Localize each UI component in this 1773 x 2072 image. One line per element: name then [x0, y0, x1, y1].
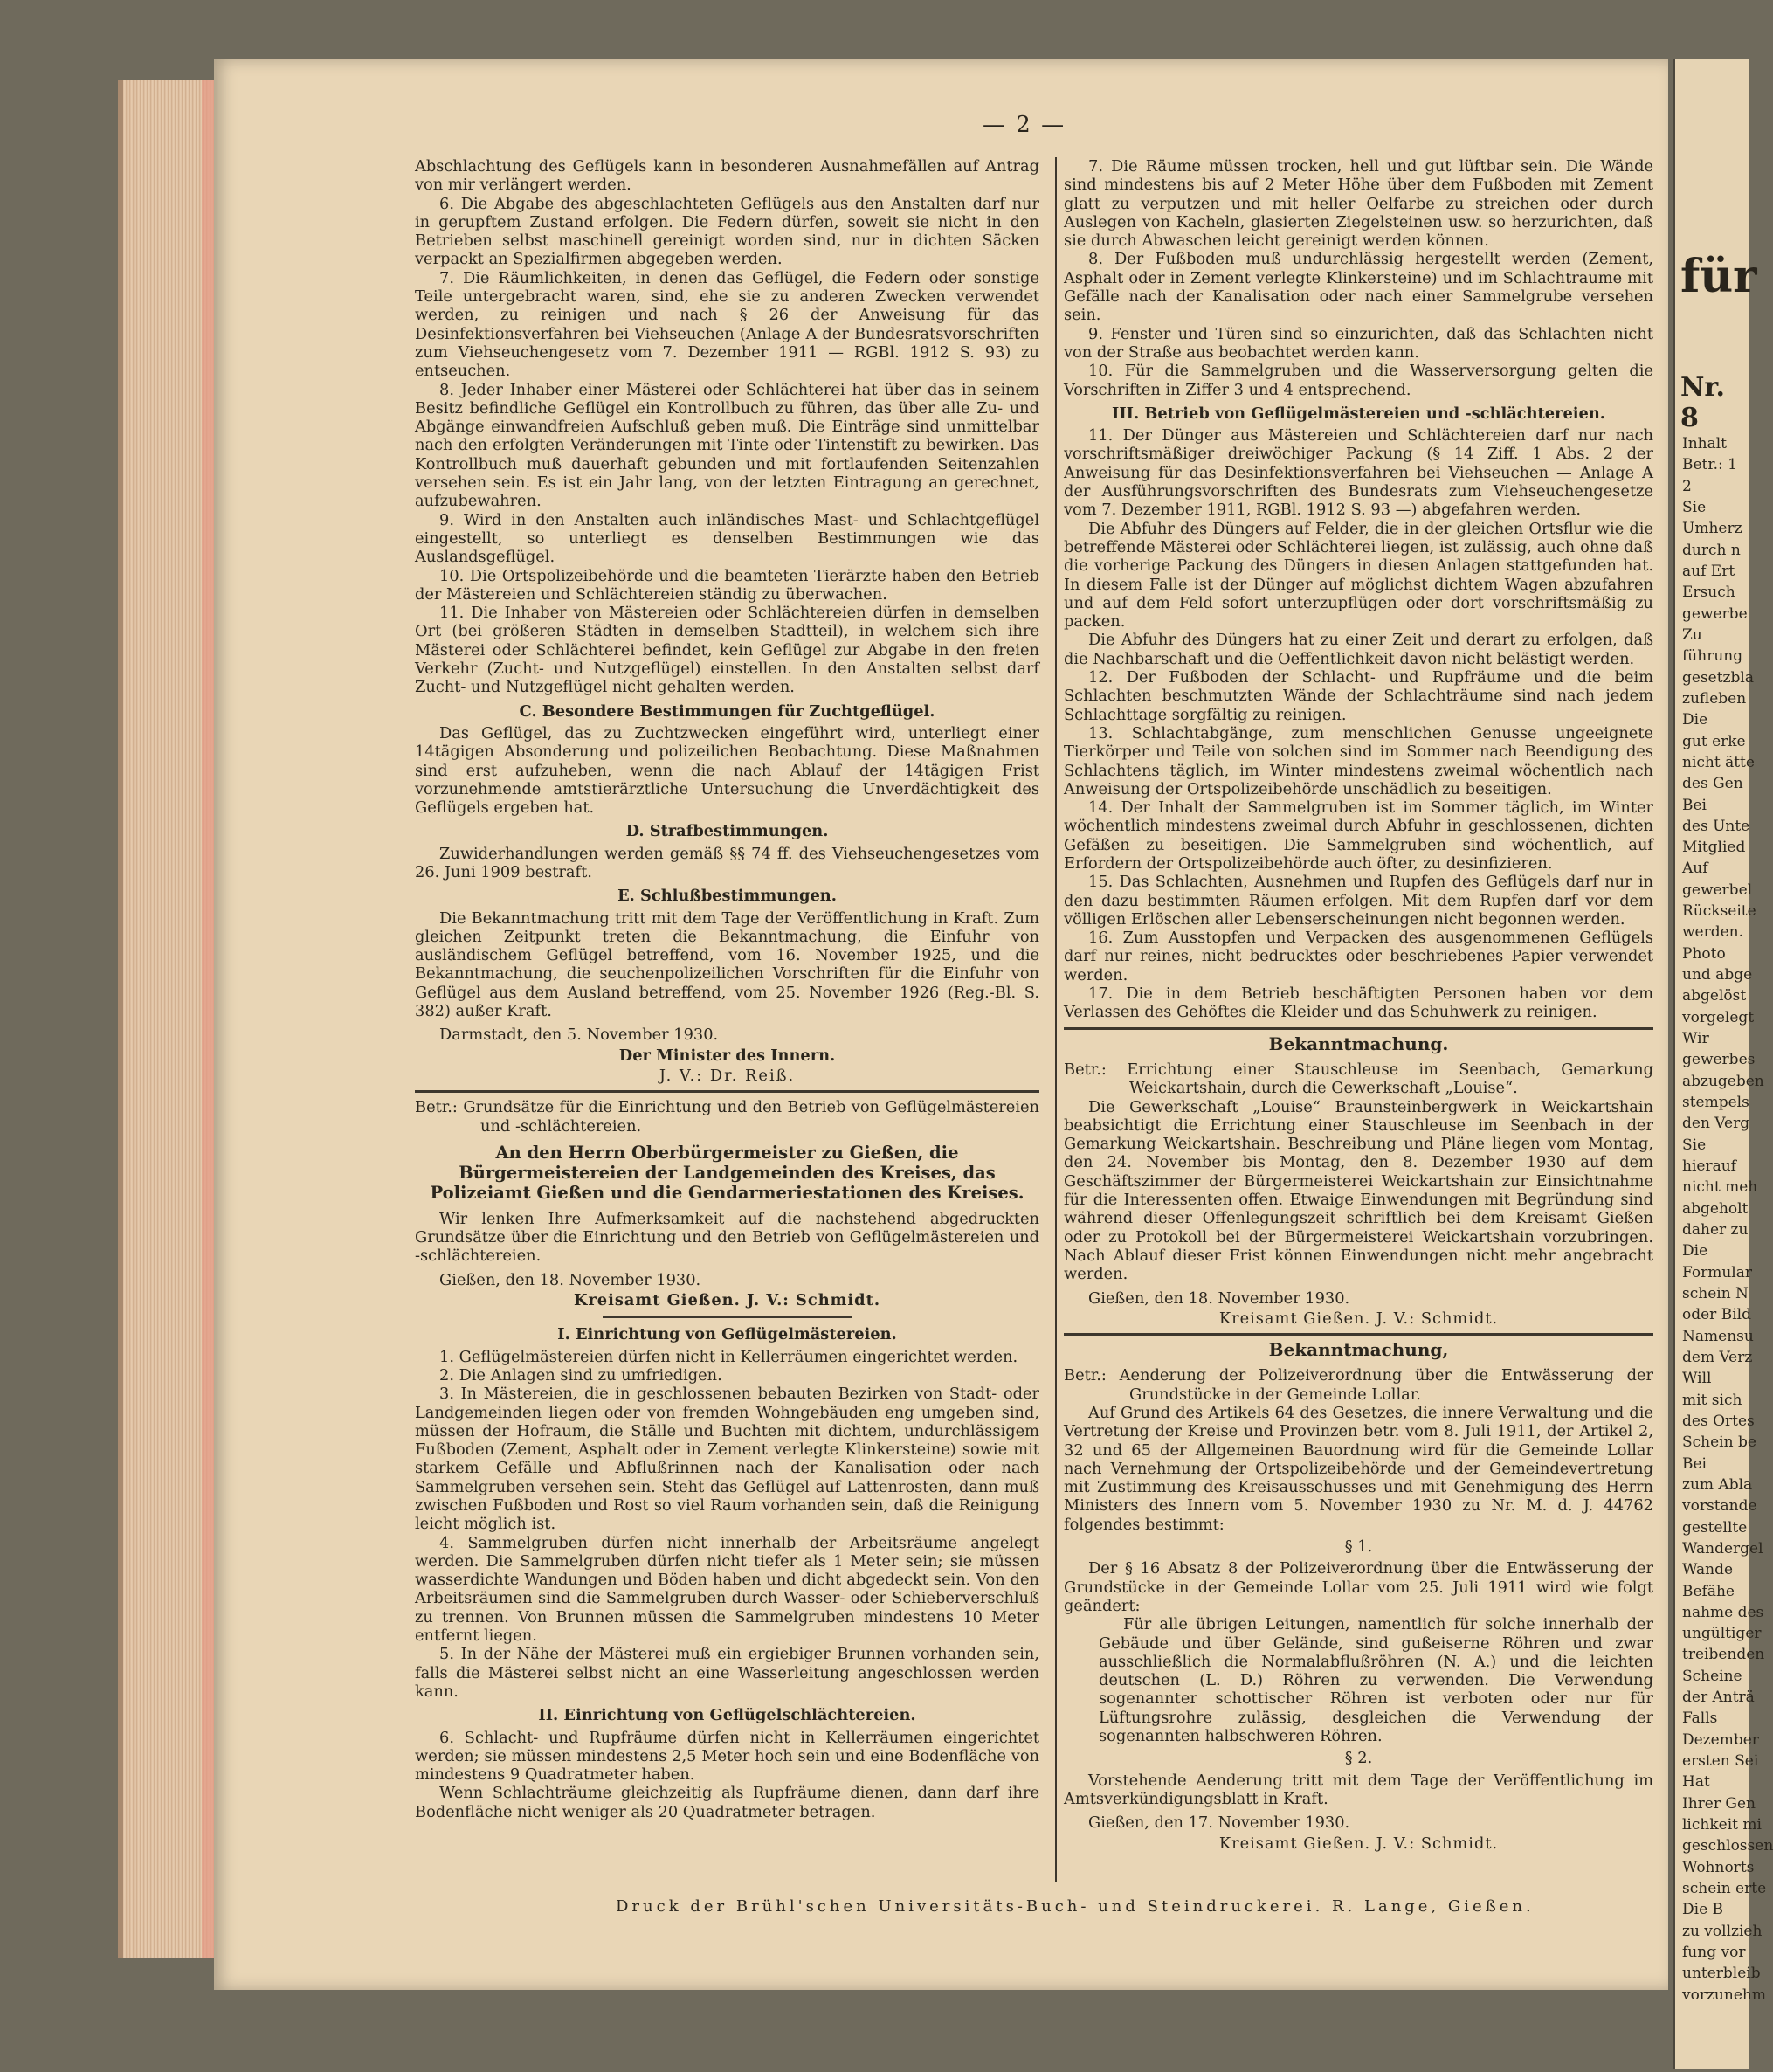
- next-page-line-fragment: Falls: [1682, 1709, 1718, 1728]
- next-page-line-fragment: Auf: [1682, 860, 1708, 878]
- next-page-line-fragment: Die: [1682, 711, 1708, 729]
- paragraph: Die Abfuhr des Düngers auf Felder, die in der gleichen Ortsflur wie die betreffende Mästerei oder Schlächterei liegen, ist zulässig, auch ohne daß die vorherige Packung des Düngers in diesen Anlagen stattgefunden hat. In diesem Falle ist der Dünger auf möglichst dichtem Wagen abzufahren und auf dem Feld sofort unterzupflügen oder dort vorschriftsmäßig zu packen.: [1064, 519, 1653, 632]
- next-page-line-fragment: und abge: [1682, 966, 1753, 984]
- next-page-line-fragment: fung vor: [1682, 1944, 1746, 1962]
- subject-line: Betr.: Errichtung einer Stauschleuse im Seenbach, Gemarkung Weickartshain, durch die Gewerkschaft „Louise“.: [1064, 1060, 1653, 1098]
- paragraph: Die Bekanntmachung tritt mit dem Tage der Veröffentlichung in Kraft. Zum gleichen Zeitpunkt treten die Bekanntmachung, die Einfuhr von ausländischem Geflügel betreffend, vom 16. November 1925, und die Bekanntmachung, die seuchenpolizeilichen Vorschriften für die Einfuhr von Geflügel aus dem Ausland betreffend, vom 25. November 1926 (Reg.-Bl. S. 382) außer Kraft.: [415, 908, 1039, 1021]
- next-page-line-fragment: zum Abla: [1682, 1475, 1753, 1494]
- paragraph: Abschlachtung des Geflügels kann in besonderen Ausnahmefällen auf Antrag von mir verlängert werden.: [415, 157, 1039, 195]
- next-page-line-fragment: daher zu: [1682, 1221, 1749, 1239]
- next-page-title-fragment: für: [1680, 250, 1757, 303]
- paragraph: 11. Die Inhaber von Mästereien oder Schlächtereien dürfen in demselben Ort (bei größeren Städten in demselben Stadtteil), in welchem sich ihre Mästerei oder Schlächterei befindet, kein Geflügel zur Abgabe in den freien Verkehr (Zucht- und Nutzgeflügel) einstellen. In den Anstalten selbst darf Zucht- und Nutzgeflügel nicht gehalten werden.: [415, 604, 1039, 697]
- next-page-line-fragment: nicht ätte: [1682, 753, 1755, 771]
- next-page-line-fragment: Dezember: [1682, 1730, 1759, 1749]
- paragraph: 9. Fenster und Türen sind so einzurichten, daß das Schlachten nicht von der Straße aus beobachtet werden kann.: [1064, 324, 1653, 362]
- next-page-line-fragment: durch n: [1682, 541, 1741, 559]
- paragraph: 6. Schlacht- und Rupfräume dürfen nicht in Kellerräumen eingerichtet werden; sie müssen mindestens 2,5 Meter hoch sein und eine Bodenfläche von mindestens 9 Quadratmeter haben.: [415, 1728, 1039, 1785]
- next-page-line-fragment: Mitglied: [1682, 839, 1746, 857]
- next-page-line-fragment: gesetzbla: [1682, 668, 1754, 687]
- signature: Kreisamt Gießen. J. V.: Schmidt.: [1218, 1309, 1499, 1328]
- next-page-line-fragment: der Anträ: [1682, 1689, 1755, 1707]
- next-page-line-fragment: des Ortes: [1682, 1412, 1755, 1430]
- paragraph: Vorstehende Aenderung tritt mit dem Tage der Veröffentlichung im Amtsverkündigungsblatt in Kraft.: [1064, 1771, 1653, 1808]
- printer-imprint: Druck der Brühl'schen Universitäts-Buch- und Steindruckerei. R. Lange, Gießen.: [616, 1897, 1535, 1916]
- next-page-line-fragment: Sie: [1682, 1136, 1707, 1154]
- next-page-line-fragment: schein erte: [1682, 1880, 1767, 1898]
- next-page-line-fragment: abgelöst: [1682, 987, 1747, 1005]
- next-page-line-fragment: abzugeben: [1682, 1072, 1764, 1090]
- next-page-line-fragment: mit sich: [1682, 1391, 1742, 1409]
- next-page-line-fragment: nicht meh: [1682, 1178, 1758, 1197]
- next-page-line-fragment: Sie: [1682, 498, 1707, 516]
- next-page-line-fragment: Wande: [1682, 1561, 1734, 1579]
- paragraph: Wenn Schlachträume gleichzeitig als Rupfräume dienen, dann darf ihre Bodenfläche nicht weniger als 20 Quadratmeter betragen.: [415, 1784, 1039, 1821]
- section-heading: D. Strafbestimmungen.: [625, 822, 829, 841]
- column-divider: [1055, 157, 1057, 1882]
- next-page-line-fragment: gut erke: [1682, 732, 1746, 750]
- next-page-line-fragment: Schein be: [1682, 1433, 1756, 1452]
- paragraph: Die Gewerkschaft „Louise“ Braunsteinbergwerk in Weickartshain beabsichtigt die Errichtung einer Stauschleuse im Seenbach in der Gemarkung Weickartshain. Beschreibung und Pläne liegen vom Montag, den 24. November bis Montag, den 8. Dezember 1930 auf dem Geschäftszimmer der Bürgermeisterei Weickartshain zur Einsichtnahme für die Interessenten offen. Etwaige Einwendungen mit Begründung sind während dieser Offenlegungszeit schriftlich bei dem Kreisamt Gießen oder zu Protokoll bei der Bürgermeisterei Weickartshain vorzubringen. Nach Ablauf dieser Frist können Einwendungen nicht mehr angebracht werden.: [1064, 1097, 1653, 1284]
- paragraph: 10. Die Ortspolizeibehörde und die beamteten Tierärzte haben den Betrieb der Mästereien und Schlächtereien ständig zu überwachen.: [415, 566, 1039, 604]
- next-page-line-fragment: Wandergel: [1682, 1539, 1763, 1557]
- next-page-line-fragment: vorgelegt: [1682, 1008, 1755, 1026]
- paragraph: 10. Für die Sammelgruben und die Wasserversorgung gelten die Vorschriften in Ziffer 3 und 4 entsprechend.: [1064, 362, 1653, 399]
- section-heading: E. Schlußbestimmungen.: [617, 887, 837, 906]
- paragraph: 16. Zum Ausstopfen und Verpacken des ausgenommenen Geflügels darf nur reines, nicht bedrucktes oder beschriebenes Papier verwendet werden.: [1064, 929, 1653, 984]
- next-page-line-fragment: geschlossen: [1682, 1837, 1773, 1855]
- paragraph: 2. Die Anlagen sind zu umfriedigen.: [439, 1365, 722, 1385]
- next-page-line-fragment: gewerbes: [1682, 1051, 1756, 1069]
- paragraph: 14. Der Inhalt der Sammelgruben ist im Sommer täglich, im Winter wöchentlich mindestens zweimal durch Abfuhr in geschlossenen, dichten Gefäßen zu beseitigen. Die Sammelgruben sind wöchentlich, auf Erfordern der Ortspolizeibehörde auch öfter, zu desinfizieren.: [1064, 798, 1653, 873]
- next-page-line-fragment: werden.: [1682, 923, 1744, 942]
- place-date: Gießen, den 17. November 1930.: [1088, 1813, 1350, 1833]
- next-page-line-fragment: lichkeit mi: [1682, 1816, 1762, 1834]
- paragraph: 4. Sammelgruben dürfen nicht innerhalb der Arbeitsräume angelegt werden. Die Sammelgruben dürfen nicht tiefer als 1 Meter sein; sie müssen wasserdichte Wandungen und Böden haben und dicht abgedeckt sein. Von den Arbeitsräumen sind die Sammelgruben durch Wasser- oder Schieberverschluß zu trennen. Von Brunnen müssen die Sammelgruben mindestens 10 Meter entfernt liegen.: [415, 1533, 1039, 1646]
- next-page-line-fragment: stempels: [1682, 1094, 1749, 1112]
- next-page-line-fragment: Wohnorts: [1682, 1858, 1755, 1876]
- quoted-paragraph: Für alle übrigen Leitungen, namentlich für solche innerhalb der Gebäude und über Gelände, sind gußeiserne Röhren und zwar ausschließlich die Normalabflußröhren (N. A.) und die leichten deutschen (L. D.) Röhren zu verwenden. Die Verwendung sogenannter schottischer Röhren ist verboten oder nur für Lüftungsrohre zulässig, desgleichen die Verwendung der sogenannten halbschweren Röhren.: [1099, 1615, 1653, 1746]
- paragraph: 7. Die Räumlichkeiten, in denen das Geflügel, die Federn oder sonstige Teile untergebracht waren, sind, ehe sie zu anderen Zwecken verwendet werden, zu reinigen und nach § 26 der Anweisung für das Desinfektionsverfahren bei Viehseuchen (Anlage A der Bundesratsvorschriften zum Viehseuchengesetz vom 7. Dezember 1911 — RGBl. 1912 S. 93) zu entseuchen.: [415, 268, 1039, 381]
- paragraph: 8. Der Fußboden muß undurchlässig hergestellt werden (Zement, Asphalt oder in Zement verlegte Klinkersteine) und im Schlachtraume mit Gefälle nach der Kanalisation oder nach einer Sammelgrube versehen sein.: [1064, 250, 1653, 325]
- next-page-line-fragment: vorstande: [1682, 1497, 1757, 1516]
- next-page-line-fragment: den Verg: [1682, 1115, 1750, 1133]
- notice-heading: Bekanntmachung,: [1268, 1339, 1449, 1361]
- signature: Kreisamt Gießen. J. V.: Schmidt.: [1218, 1834, 1499, 1853]
- next-page-line-fragment: Hat: [1682, 1773, 1710, 1792]
- section-heading: I. Einrichtung von Geflügelmästereien.: [557, 1325, 897, 1344]
- paragraph: 12. Der Fußboden der Schlacht- und Rupfräume und die beim Schlachten beschmutzten Wände der Schlachträume sind nach jedem Schlachttage sorgfältig zu reinigen.: [1064, 668, 1653, 724]
- next-page-line-fragment: Ersuch: [1682, 584, 1735, 602]
- next-page-line-fragment: auf Ert: [1682, 562, 1735, 580]
- next-page-line-fragment: Ihrer Gen: [1682, 1794, 1756, 1813]
- next-page-line-fragment: Photo: [1682, 944, 1726, 963]
- next-page-line-fragment: vorzunehm: [1682, 1986, 1766, 2004]
- page-number: — 2 —: [983, 112, 1066, 138]
- next-page-line-fragment: Namensu: [1682, 1327, 1754, 1345]
- next-page-line-fragment: treibenden: [1682, 1646, 1765, 1664]
- next-page-line-fragment: nahme des: [1682, 1603, 1764, 1621]
- short-rule: [603, 1316, 852, 1318]
- paragraph: 7. Die Räume müssen trocken, hell und gut lüftbar sein. Die Wände sind mindestens bis auf 2 Meter Höhe über dem Fußboden mit Zement glatt zu verputzen und mit heller Oelfarbe zu streichen oder durch Auslegen von Kacheln, glasierten Ziegelsteinen usw. so herzurichten, daß sie durch Abwaschen leicht gereinigt werden können.: [1064, 157, 1653, 251]
- place-date: Gießen, den 18. November 1930.: [1088, 1288, 1350, 1308]
- paragraph: 17. Die in dem Betrieb beschäftigten Personen haben vor dem Verlassen des Gehöftes die Kleider und das Schuhwerk zu reinigen.: [1064, 984, 1653, 1022]
- section-rule: [1064, 1027, 1653, 1030]
- paragraph: Wir lenken Ihre Aufmerksamkeit auf die nachstehend abgedruckten Grundsätze über die Einrichtung und den Betrieb von Geflügelmästereien und -schlächtereien.: [415, 1209, 1039, 1266]
- next-page-line-fragment: des Unte: [1682, 817, 1750, 835]
- paragraph: 5. In der Nähe der Mästerei muß ein ergiebiger Brunnen vorhanden sein, falls die Mästerei selbst nicht an eine Wasserleitung angeschlossen werden kann.: [415, 1645, 1039, 1701]
- section-heading: II. Einrichtung von Geflügelschlächtereien.: [538, 1706, 916, 1725]
- paragraph: 15. Das Schlachten, Ausnehmen und Rupfen des Geflügels darf nur in den dazu bestimmten Räumen erfolgen. Mit dem Rupfen darf vor dem völligen Erlöschen aller Lebenserscheinungen nicht begonnen werden.: [1064, 873, 1653, 929]
- next-page-line-fragment: ungültiger: [1682, 1625, 1762, 1643]
- place-date: Gießen, den 18. November 1930.: [439, 1270, 701, 1289]
- next-page-line-fragment: Betr.: 1: [1682, 456, 1737, 474]
- notice-heading: Bekanntmachung.: [1268, 1033, 1449, 1054]
- place-date: Darmstadt, den 5. November 1930.: [439, 1026, 719, 1045]
- paragraph: Auf Grund des Artikels 64 des Gesetzes, die innere Verwaltung und die Vertretung der Kreise und Provinzen betr. vom 8. Juli 1911, der Artikel 2, 32 und 65 der Allgemeinen Bauordnung wird für die Gemeinde Lollar nach Vernehmung der Ortspolizeibehörde und der Gemeindevertretung mit Zustimmung des Kreisausschusses und mit Genehmigung des Herrn Ministers des Innern vom 5. November 1930 zu Nr. M. d. J. 44762 folgendes bestimmt:: [1064, 1404, 1653, 1534]
- next-page-line-fragment: Scheine: [1682, 1667, 1742, 1685]
- paragraph: 13. Schlachtabgänge, zum menschlichen Genusse ungeeignete Tierkörper und Teile von solchen sind im Sommer nach Beendigung des Schlachtens täglich, im Winter mindestens zweimal wöchentlich nach Anweisung der Ortspolizeibehörde unschädlich zu beseitigen.: [1064, 723, 1653, 798]
- address-heading: An den Herrn Oberbürgermeister zu Gießen, die Bürgermeistereien der Landgemeinden des Kreises, das Polizeiamt Gießen und die Gendarmeriestationen des Kreises.: [430, 1142, 1024, 1203]
- next-page-line-fragment: Formular: [1682, 1263, 1752, 1281]
- next-page-line-fragment: dem Verz: [1682, 1348, 1753, 1366]
- next-page-line-fragment: abgeholt: [1682, 1199, 1749, 1218]
- paragraph: 11. Der Dünger aus Mästereien und Schlächtereien darf nur nach vorschriftsmäßiger dreiwöchiger Packung (§ 14 Ziff. 1 Abs. 2 der Anweisung für das Desinfektionsverfahren bei Viehseuchen — Anlage A der Ausführungsvorschriften des Bundesrats zum Viehseuchengesetze vom 7. Dezember 1911, RGBl. 1912 S. 93 —) abgefahren werden.: [1064, 426, 1653, 520]
- subject-line: Betr.: Grundsätze für die Einrichtung und den Betrieb von Geflügelmästereien und -schlächtereien.: [415, 1098, 1039, 1136]
- subject-line: Betr.: Aenderung der Polizeiverordnung über die Entwässerung der Grundstücke in der Gemeinde Lollar.: [1064, 1366, 1653, 1404]
- signature: J. V.: Dr. Reiß.: [659, 1066, 796, 1085]
- next-page-line-fragment: Rückseite: [1682, 902, 1756, 921]
- next-page-line-fragment: Will: [1682, 1370, 1712, 1388]
- next-page-line-fragment: oder Bild: [1682, 1306, 1751, 1324]
- paragraph: 3. In Mästereien, die in geschlossenen bebauten Bezirken von Stadt- oder Landgemeinden liegen oder von fremden Wohngebäuden eng umgeben sind, müssen der Hofraum, die Ställe und Buchten mit dichtem, undurchlässigem Fußboden (Zement, Asphalt oder in Zement verlegte Klinkersteine) sowie mit starkem Gefälle und Abflußrinnen nach der Kanalisation oder nach Sammelgruben versehen sein. Steht das Geflügel auf Lattenrosten, dann muß zwischen Fußboden und Rost so viel Raum vorhanden sein, daß die Reinigung leicht möglich ist.: [415, 1385, 1039, 1534]
- paragraph: Die Abfuhr des Düngers hat zu einer Zeit und derart zu erfolgen, daß die Nachbarschaft und die Oeffentlichkeit davon nicht belästigt werden.: [1064, 631, 1653, 668]
- paragraph: Der § 16 Absatz 8 der Polizeiverordnung über die Entwässerung der Grundstücke in der Gemeinde Lollar vom 25. Juli 1911 wird wie folgt geändert:: [1064, 1559, 1653, 1615]
- section-rule: [1064, 1333, 1653, 1336]
- paragraph: 6. Die Abgabe des abgeschlachteten Geflügels aus den Anstalten darf nur in gerupftem Zustand erfolgen. Die Federn dürfen, soweit sie nicht in den Betrieben selbst maschinell gereinigt worden sind, nur in dichten Säcken verpackt an Spezialfirmen abgegeben werden.: [415, 194, 1039, 269]
- paragraph-number: § 1.: [1344, 1537, 1373, 1557]
- next-page-line-fragment: gewerbe: [1682, 604, 1748, 623]
- left-column: [415, 157, 1039, 1821]
- next-page-line-fragment: unterbleib: [1682, 1965, 1761, 1983]
- next-page-line-fragment: schein N: [1682, 1284, 1749, 1302]
- next-page-line-fragment: Bei: [1682, 1454, 1707, 1473]
- next-page-line-fragment: Zu: [1682, 625, 1702, 644]
- next-page-edge: [1673, 59, 1773, 2069]
- section-rule: [415, 1090, 1039, 1093]
- next-page-line-fragment: Die: [1682, 1242, 1708, 1260]
- next-page-line-fragment: 2: [1682, 477, 1692, 495]
- right-column: [1064, 157, 1653, 1854]
- next-page-line-fragment: des Gen: [1682, 775, 1743, 793]
- next-page-line-fragment: ersten Sei: [1682, 1752, 1759, 1771]
- next-page-line-fragment: Die B: [1682, 1901, 1724, 1919]
- paragraph: Zuwiderhandlungen werden gemäß §§ 74 ff. des Viehseuchengesetzes vom 26. Juni 1909 bestraft.: [415, 844, 1039, 881]
- next-page-line-fragment: Inhalt: [1682, 435, 1728, 452]
- next-page-line-fragment: Wir: [1682, 1030, 1709, 1048]
- next-page-number-fragment: Nr. 8: [1680, 372, 1725, 433]
- next-page-line-fragment: zu vollzieh: [1682, 1922, 1763, 1940]
- next-page-line-fragment: Bei: [1682, 796, 1707, 814]
- next-page-line-fragment: Befähe: [1682, 1582, 1735, 1600]
- section-heading: C. Besondere Bestimmungen für Zuchtgeflügel.: [519, 701, 935, 721]
- signature: Kreisamt Gießen. J. V.: Schmidt.: [573, 1291, 881, 1310]
- signature-title: Der Minister des Innern.: [618, 1046, 836, 1065]
- next-page-line-fragment: gestellte: [1682, 1518, 1748, 1537]
- paragraph-number: § 2.: [1344, 1749, 1373, 1768]
- section-heading: III. Betrieb von Geflügelmästereien und -schlächtereien.: [1112, 404, 1605, 423]
- next-page-line-fragment: führung: [1682, 647, 1743, 666]
- next-page-line-fragment: zufleben: [1682, 689, 1747, 708]
- paragraph: 9. Wird in den Anstalten auch inländisches Mast- und Schlachtgeflügel eingestellt, so unterliegt es denselben Bestimmungen wie das Auslandsgeflügel.: [415, 510, 1039, 567]
- paragraph: 8. Jeder Inhaber einer Mästerei oder Schlächterei hat über das in seinem Besitz befindliche Geflügel ein Kontrollbuch zu führen, das über alle Zu- und Abgänge einwandfreien Aufschluß geben muß. Die Einträge sind unmittelbar nach den erfolgten Veränderungen mit Tinte oder Tintenstift zu bewirken. Das Kontrollbuch muß dauerhaft gebunden und mit fortlaufenden Seitenzahlen versehen sein. Es ist ein Jahr lang, von der letzten Eintragung an gerechnet, aufzubewahren.: [415, 380, 1039, 511]
- paragraph: Das Geflügel, das zu Zuchtzwecken eingeführt wird, unterliegt einer 14tägigen Absonderung und polizeilichen Beobachtung. Diese Maßnahmen sind erst aufzuheben, wenn die nach Ablauf der 14tägigen Frist vorzunehmende amtstierärztliche Untersuchung die Unverdächtigkeit des Geflügels ergeben hat.: [415, 723, 1039, 818]
- paragraph: 1. Geflügelmästereien dürfen nicht in Kellerräumen eingerichtet werden.: [439, 1347, 1018, 1366]
- next-page-line-fragment: Umherz: [1682, 520, 1742, 538]
- next-page-line-fragment: gewerbel: [1682, 881, 1753, 899]
- next-page-line-fragment: hierauf: [1682, 1157, 1736, 1176]
